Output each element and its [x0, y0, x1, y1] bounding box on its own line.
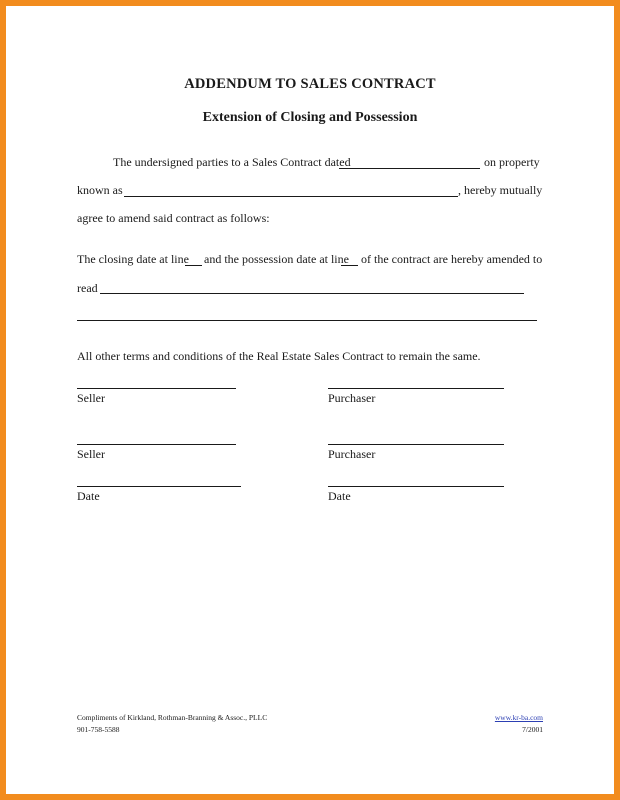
seller-signature-line-1[interactable]	[77, 388, 236, 389]
footer-date: 7/2001	[522, 725, 543, 734]
closing-line-blank[interactable]	[185, 265, 202, 266]
paragraph2-part2: and the possession date at line	[204, 252, 349, 266]
paragraph1-line1-end: on property	[484, 155, 540, 169]
read-label: read	[77, 281, 98, 295]
paragraph3: All other terms and conditions of the Real Estate Sales Contract to remain the same.	[77, 349, 481, 363]
seller-date-line[interactable]	[77, 486, 241, 487]
footer-phone: 901-758-5588	[77, 725, 120, 734]
property-address-blank[interactable]	[124, 196, 458, 197]
footer-website-text[interactable]: www.kr-ba.com	[494, 713, 543, 722]
document-subtitle: Extension of Closing and Possession	[202, 110, 418, 125]
paragraph1-line1-start: The undersigned parties to a Sales Contract dated	[113, 155, 351, 169]
purchaser-label-1: Purchaser	[328, 391, 376, 405]
possession-line-blank[interactable]	[341, 265, 358, 266]
date-label-left: Date	[77, 489, 100, 503]
amendment-text-blank-2[interactable]	[77, 320, 537, 321]
purchaser-signature-line-1[interactable]	[328, 388, 504, 389]
purchaser-label-2: Purchaser	[328, 447, 376, 461]
footer-website-link[interactable]	[443, 713, 543, 722]
seller-label-1: Seller	[77, 391, 105, 405]
date-label-right: Date	[328, 489, 351, 503]
paragraph2-part1: The closing date at line	[77, 252, 189, 266]
paragraph1-line2-end: , hereby mutually	[458, 183, 543, 197]
paragraph1-line3: agree to amend said contract as follows:	[77, 211, 270, 225]
seller-label-2: Seller	[77, 447, 105, 461]
purchaser-date-line[interactable]	[328, 486, 504, 487]
contract-date-blank[interactable]	[339, 168, 480, 169]
document-title: ADDENDUM TO SALES CONTRACT	[184, 76, 436, 92]
paragraph1-line2-start: known as	[77, 183, 123, 197]
footer-compliments: Compliments of Kirkland, Rothman-Branning & Assoc., PLLC	[77, 713, 268, 722]
amendment-text-blank-1[interactable]	[100, 293, 524, 294]
purchaser-signature-line-2[interactable]	[328, 444, 504, 445]
seller-signature-line-2[interactable]	[77, 444, 236, 445]
paragraph2-part3: of the contract are hereby amended to	[361, 252, 543, 266]
